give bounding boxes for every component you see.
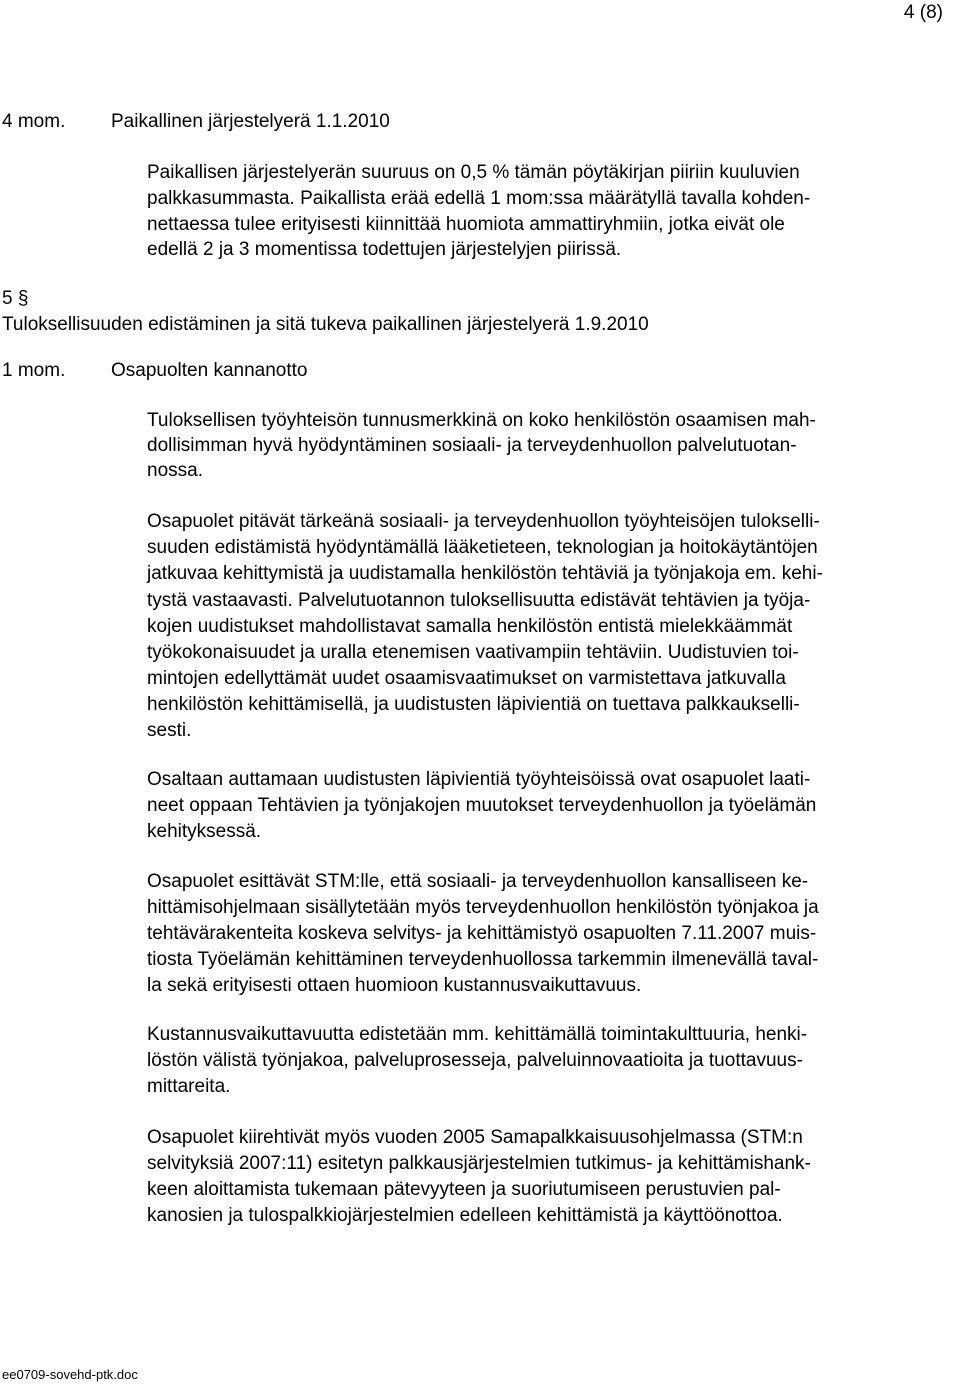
text-line: henkilöstön kehittämisellä, ja uudistusten läpivientiä on tuettava palkkaukselli-: [147, 694, 800, 715]
section-title: Tuloksellisuuden edistäminen ja sitä tukeva paikallinen järjestelyerä 1.9.2010: [2, 314, 649, 335]
text-line: Osapuolet esittävät STM:lle, että sosiaali- ja terveydenhuollon kansalliseen ke-: [147, 871, 809, 892]
text-line: jatkuvaa kehittymistä ja uudistamalla henkilöstön tehtäviä ja työnjakoja em. kehi-: [147, 563, 823, 584]
mom4-label: 4 mom.: [2, 111, 66, 132]
text-line: Osapuolet kiirehtivät myös vuoden 2005 Samapalkkaisuusohjelmassa (STM:n: [147, 1127, 803, 1148]
text-line: mittareita.: [147, 1076, 231, 1097]
footer-filename: ee0709-sovehd-ptk.doc: [2, 1367, 138, 1382]
mom1-label: 1 mom.: [2, 360, 66, 381]
text-line: keen aloittamista tukemaan pätevyyteen ja suoriutumiseen perustuvien pal-: [147, 1179, 781, 1200]
text-line: Kustannusvaikuttavuutta edistetään mm. kehittämällä toimintakulttuuria, henki-: [147, 1024, 808, 1045]
text-line: suuden edistämistä hyödyntämällä lääketieteen, teknologian ja hoitokäytäntöjen: [147, 537, 818, 558]
text-line: tiosta Työelämän kehittäminen terveydenhuollossa tarkemmin ilmenevällä taval-: [147, 949, 819, 970]
text-line: selvityksiä 2007:11) esitetyn palkkausjärjestelmien tutkimus- ja kehittämishank-: [147, 1153, 811, 1174]
text-line: tystä vastaavasti. Palvelutuotannon tuloksellisuutta edistävät tehtävien ja työja-: [147, 590, 811, 611]
mom1-title: Osapuolten kannanotto: [111, 360, 308, 381]
text-line: neet oppaan Tehtävien ja työnjakojen muutokset terveydenhuollon ja työelämän: [147, 795, 817, 816]
text-line: kanosien ja tulospalkkiojärjestelmien edelleen kehittämistä ja käyttöönottoa.: [147, 1205, 783, 1226]
text-line: kehityksessä.: [147, 821, 262, 842]
text-line: Paikallisen järjestelyerän suuruus on 0,5 % tämän pöytäkirjan piiriin kuuluvien: [147, 162, 800, 183]
text-line: työkokonaisuudet ja uralla etenemisen vaativampiin tehtäviin. Uudistuvien toi-: [147, 642, 799, 663]
text-line: nettaessa tulee erityisesti kiinnittää huomiota ammattiryhmiin, jotka eivät ole: [147, 214, 785, 235]
text-line: mintojen edellyttämät uudet osaamisvaatimukset on varmistettava jatkuvalla: [147, 668, 786, 689]
text-line: Osaltaan auttamaan uudistusten läpivientiä työyhteisöissä ovat osapuolet laati-: [147, 769, 811, 790]
page-number: 4 (8): [903, 2, 943, 23]
text-line: Osapuolet pitävät tärkeänä sosiaali- ja terveydenhuollon työyhteisöjen tulokselli-: [147, 511, 820, 532]
text-line: kojen uudistukset mahdollistavat samalla henkilöstön entistä mielekkäämmät: [147, 616, 793, 637]
text-line: dollisimman hyvä hyödyntäminen sosiaali- ja terveydenhuollon palvelutuotan-: [147, 435, 797, 456]
text-line: sesti.: [147, 720, 192, 741]
text-line: hittämisohjelmaan sisällytetään myös terveydenhuollon henkilöstön työnjakoa ja: [147, 897, 819, 918]
text-line: edellä 2 ja 3 momentissa todettujen järjestelyjen piirissä.: [147, 239, 622, 260]
mom4-title: Paikallinen järjestelyerä 1.1.2010: [111, 111, 390, 132]
text-line: löstön välistä työnjakoa, palveluprosesseja, palveluinnovaatioita ja tuottavuus-: [147, 1050, 803, 1071]
text-line: tehtävärakenteita koskeva selvitys- ja kehittämistyö osapuolten 7.11.2007 muis-: [147, 923, 817, 944]
text-line: palkkasummasta. Paikallista erää edellä 1 mom:ssa määrätyllä tavalla kohden-: [147, 188, 811, 209]
text-line: nossa.: [147, 460, 203, 481]
text-line: la sekä erityisesti ottaen huomioon kustannusvaikuttavuus.: [147, 975, 642, 996]
section-number: 5 §: [2, 288, 29, 309]
text-line: Tuloksellisen työyhteisön tunnusmerkkinä on koko henkilöstön osaamisen mah-: [147, 410, 816, 431]
